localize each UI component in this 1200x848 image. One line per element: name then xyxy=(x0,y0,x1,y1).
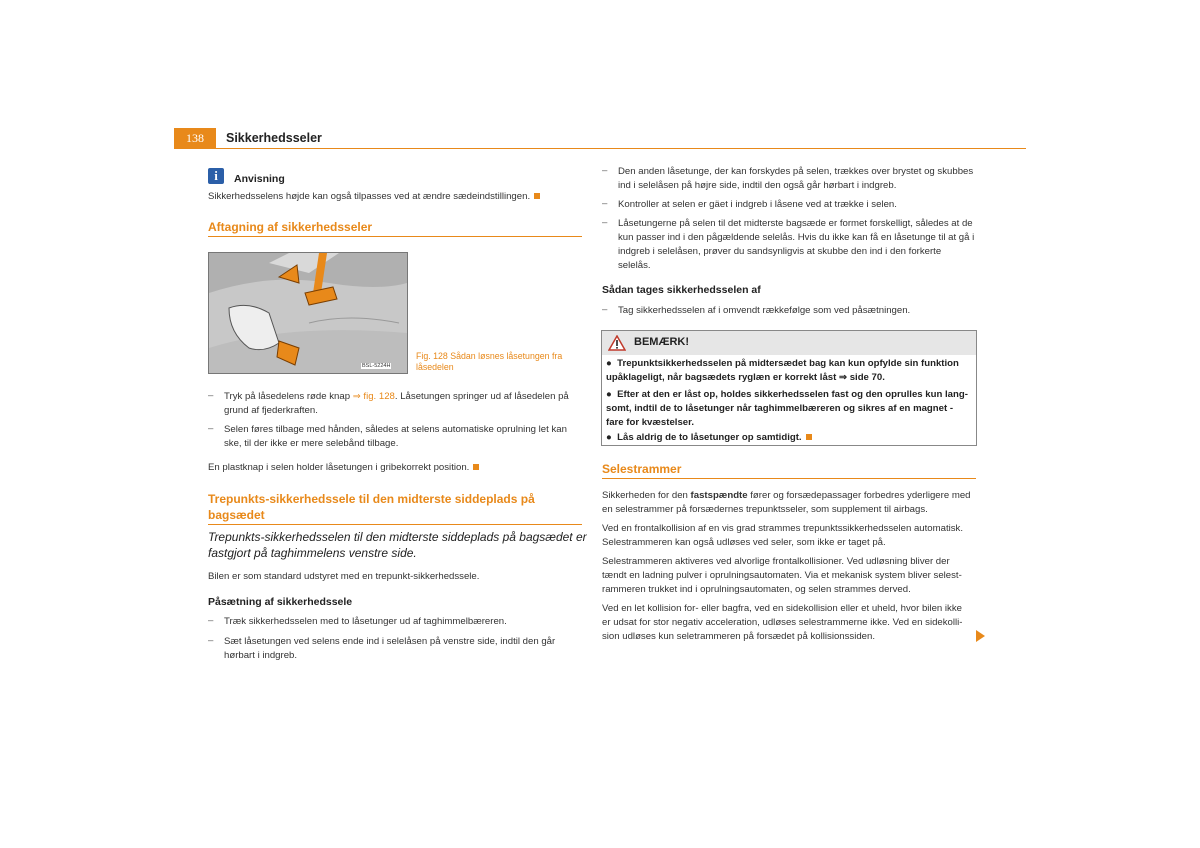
section-title-aftagning: Aftagning af sikkerhedsseler xyxy=(208,220,373,234)
paragraph-cont: Selestrammeren kan også udløses ved seler, som ikke er taget på. xyxy=(602,537,886,548)
section-rule xyxy=(602,478,976,479)
section-title-trepunkt-cont: bagsædet xyxy=(208,508,265,522)
warning-header xyxy=(602,331,976,355)
paragraph: Selestrammeren aktiveres ved alvorlige frontalkollisioner. Ved udløsning bliver der xyxy=(602,556,950,567)
list-item: Den anden låsetunge, der kan forskydes på selen, trækkes over brystet og skubbes xyxy=(618,166,974,177)
section-title-selestrammer: Selestrammer xyxy=(602,462,682,476)
end-mark xyxy=(473,464,479,470)
warning-item: ● Lås aldrig de to låsetunger op samtidigt. xyxy=(606,431,812,444)
header-rule xyxy=(174,148,1026,149)
end-mark xyxy=(806,434,812,440)
list-dash: – xyxy=(602,217,608,228)
list-item-cont: selelås. xyxy=(618,260,651,271)
subheading-paasaetning: Påsætning af sikkerhedssele xyxy=(208,596,353,608)
page-number: 138 xyxy=(174,128,216,148)
warning-item-cont: fare for kvæstelser. xyxy=(606,417,694,428)
seatbelt-illustration xyxy=(209,253,407,373)
list-item-cont: hørbart i indgreb. xyxy=(224,650,298,661)
paragraph: Sikkerheden for den fastspændte fører og forsædepassager forbedres yderligere med xyxy=(602,490,971,501)
list-dash: – xyxy=(208,390,214,401)
warning-triangle-icon xyxy=(608,335,626,351)
figure-reference-link[interactable]: ⇒ fig. 128 xyxy=(352,391,395,402)
warning-item-cont: upåklageligt, når bagsædets ryglæn er korrekt låst ⇒ side 70. xyxy=(606,372,885,383)
list-dash: – xyxy=(208,423,214,434)
warning-item: ● Efter at den er låst op, holdes sikkerhedsselen fast og den oprulles kun lang- xyxy=(606,389,968,400)
chapter-title: Sikkerhedsseler xyxy=(226,131,322,145)
list-dash: – xyxy=(602,304,608,315)
list-item: Sæt låsetungen ved selens ende ind i selelåsen på venstre side, indtil den går xyxy=(224,636,556,647)
paragraph-cont: sion udløses kun seletrammeren på forsædet på kollisionssiden. xyxy=(602,631,876,642)
list-dash: – xyxy=(602,165,608,176)
subheading-aftagning: Sådan tages sikkerhedsselen af xyxy=(602,284,761,296)
list-dash: – xyxy=(208,635,214,646)
figure-code: BSL-5224H xyxy=(362,363,391,369)
end-mark xyxy=(534,193,540,199)
list-item-cont: ind i selelåsen på højre side, indtil den også går hørbart i indgreb. xyxy=(618,180,897,191)
list-dash: – xyxy=(602,198,608,209)
section-title-trepunkt: Trepunkts-sikkerhedssele til den midterste siddeplads på xyxy=(208,492,535,506)
warning-title: BEMÆRK! xyxy=(634,336,689,348)
list-item: Låsetungerne på selen til det midterste bagsæde er formet forskelligt, således at de xyxy=(618,218,973,229)
intro-text-cont: fastgjort på taghimmelens venstre side. xyxy=(208,546,417,560)
paragraph-cont: tændt en ladning pulver i oprulningsautomaten. Via et mekanisk system bliver selest- xyxy=(602,570,962,581)
paragraph: Ved en frontalkollision af en vis grad strammes trepunktssikkerhedsselen automatisk. xyxy=(602,523,964,534)
figure-caption: Fig. 128 Sådan løsnes låsetungen fra låsedelen xyxy=(416,351,563,372)
paragraph-cont: en selestrammer på forsædernes trepunktsseler, som supplement til airbags. xyxy=(602,504,928,515)
note-title: Anvisning xyxy=(234,173,285,185)
info-icon: i xyxy=(208,168,224,184)
paragraph-cont: rammeren trukket ind i oprulningsautomaten, og selen strammes derved. xyxy=(602,584,911,595)
list-item: Tag sikkerhedsselen af i omvendt rækkefølge som ved påsætningen. xyxy=(618,305,911,316)
note-text: Sikkerhedsselens højde kan også tilpasses ved at ændre sædeindstillingen. xyxy=(208,190,540,203)
list-item: Selen føres tilbage med hånden, således at selens automatiske oprulning let kan xyxy=(224,424,567,435)
warning-item: ● Trepunktsikkerhedsselen på midtersædet bag kan kun opfylde sin funktion xyxy=(606,358,959,369)
paragraph-cont: er udsat for stor negativ acceleration, udløses selestrammerne ikke. Ved en sidekolli- xyxy=(602,617,963,628)
paragraph: Bilen er som standard udstyret med en trepunkt-sikkerhedssele. xyxy=(208,571,480,582)
section-rule xyxy=(208,236,582,237)
list-item-cont: ske, til der ikke er mere selebånd tilbage. xyxy=(224,438,399,449)
list-item: Kontroller at selen er gäet i indgreb i låsene ved at trække i selen. xyxy=(618,199,897,210)
list-item: Tryk på låsedelens røde knap ⇒ fig. 128. Låsetungen springer ud af låsedelen på xyxy=(224,391,569,402)
paragraph: En plastknap i selen holder låsetungen i gribekorrekt position. xyxy=(208,461,479,474)
warning-box xyxy=(601,330,977,446)
intro-text: Trepunkts-sikkerhedsselen til den midterste siddeplads på bagsædet er xyxy=(208,530,587,544)
list-item-cont: kun passer ind i den pågældende selelås. Hvis du ikke kan få en låsetunge til at gå i xyxy=(618,232,975,243)
paragraph: Ved en let kollision for- eller bagfra, ved en sidekollision eller et uheld, hvor bilen ikke xyxy=(602,603,962,614)
continue-arrow-icon xyxy=(976,630,985,642)
list-dash: – xyxy=(208,615,214,626)
list-item: Træk sikkerhedsselen med to låsetunger ud af taghimmelbæreren. xyxy=(224,616,507,627)
list-item-cont: indgreb i selelåsen, prøver du sandsynligvis at skubbe den ind i den forkerte xyxy=(618,246,942,257)
figure-128 xyxy=(208,252,408,374)
warning-item-cont: somt, indtil de to låsetunger når taghimmelbæreren og sikres af en magnet - xyxy=(606,403,954,414)
list-item-cont: grund af fjederkraften. xyxy=(224,405,318,416)
section-rule xyxy=(208,524,582,525)
